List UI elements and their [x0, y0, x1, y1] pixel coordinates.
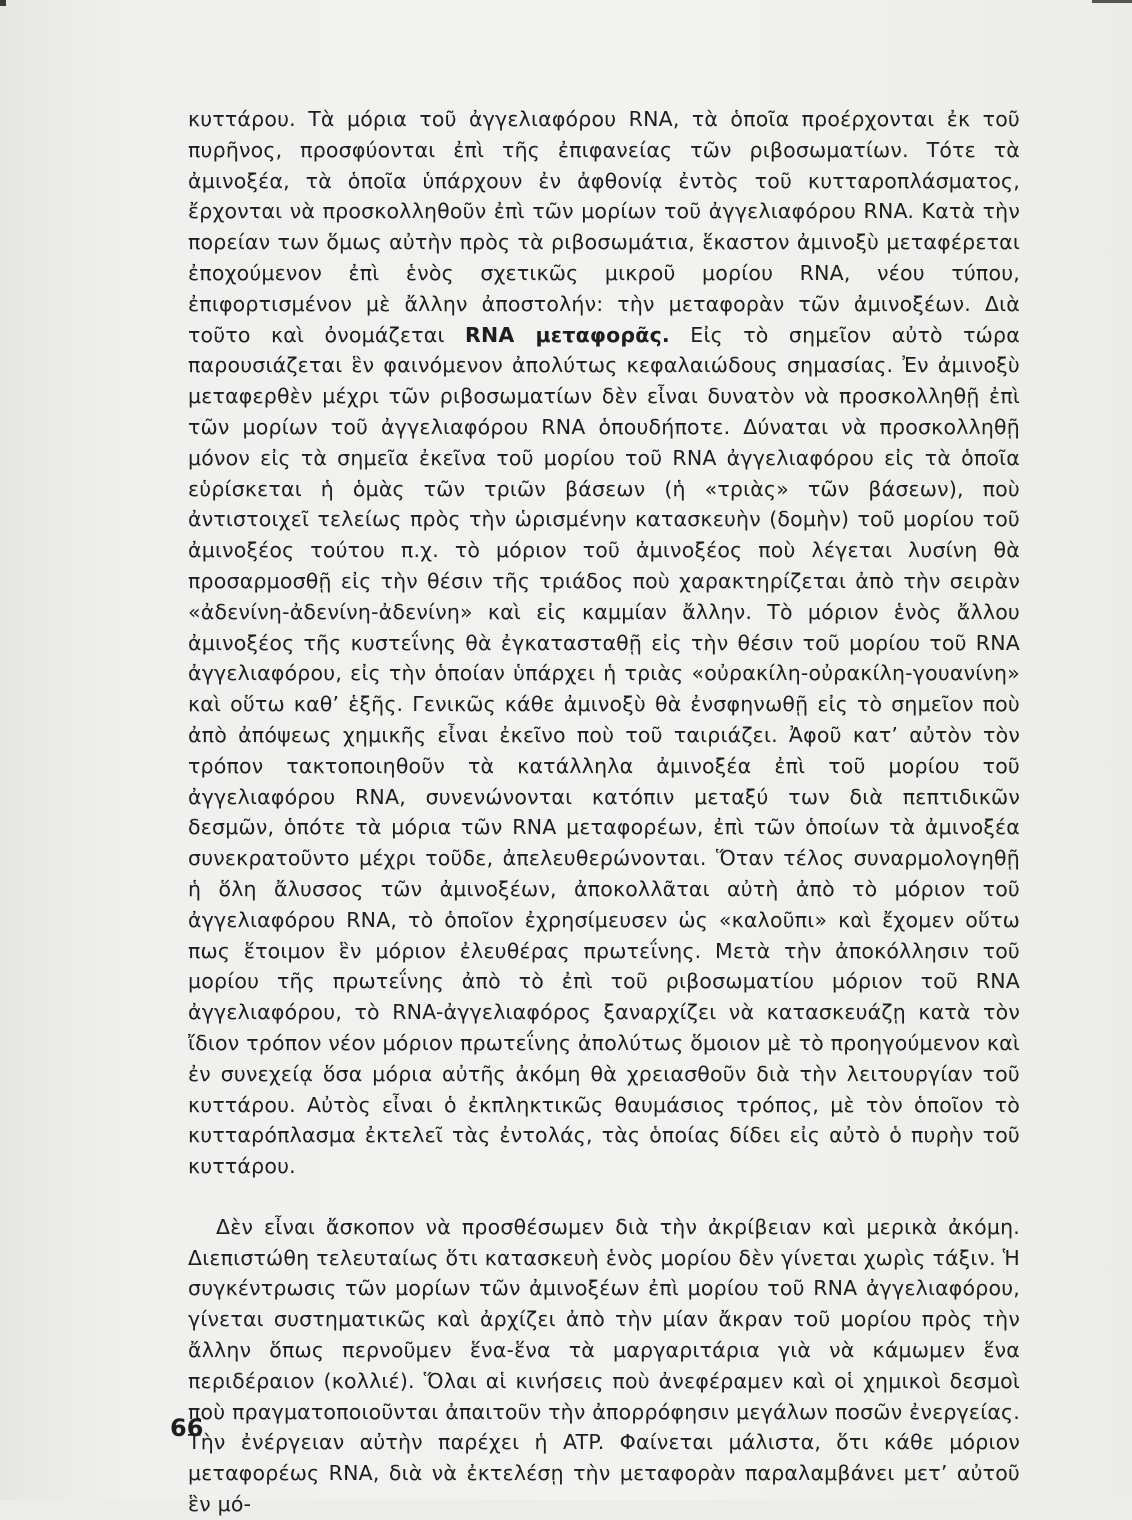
page-number: 66 [170, 1414, 204, 1442]
scan-corner-mark [0, 0, 6, 6]
body-text [188, 104, 1020, 1520]
bold-term-rna-transfer: RNA μεταφορᾶς. [465, 322, 670, 347]
paragraph-1-part-a: κυττάρου. Τὰ μόρια τοῦ ἀγγελιαφόρου RNA, τὰ ὁποῖα προέρχονται ἐκ τοῦ πυρῆνος, προσφύονται ἐπὶ τῆς ἐπιφανείας τῶν ριβοσωματίων. Τότε τὰ ἀμινοξέα, τὰ ὁποῖα ὑπάρχουν ἐν ἀφθονίᾳ ἐντὸς τοῦ κυτταροπλάσματος, ἔρχονται νὰ προσκολληθοῦν ἐπὶ τῶν μορίων τοῦ ἀγγελιαφόρου RNA. Κατὰ τὴν πορείαν των ὅμως αὐτὴν πρὸς τὰ ριβοσωμάτια, ἕκαστον ἀμινοξὺ μεταφέρεται ἐποχούμενον ἐπὶ ἑνὸς σχετικῶς μικροῦ μορίου RNA, νέου τύπου, ἐπιφορτισμένον μὲ ἄλλην ἀποστολήν: τὴν μεταφορὰν τῶν ἀμινοξέων. Διὰ τοῦτο καὶ ὀνομάζεται [188, 107, 1020, 347]
paragraph-1-part-b: Εἰς τὸ σημεῖον αὐτὸ τώρα παρουσιάζεται ἓν φαινόμενον ἀπολύτως κεφαλαιώδους σημασίας. Ἐν ἀμινοξὺ μεταφερθὲν μέχρι τῶν ριβοσωματίων δὲν εἶναι δυνατὸν νὰ προσκολληθῇ ἐπὶ τῶν μορίων τοῦ ἀγγελιαφόρου RNA ὁπουδήποτε. Δύναται νὰ προσκολληθῇ μόνον εἰς τὰ σημεῖα ἐκεῖνα τοῦ μορίου τοῦ RNA ἀγγελιαφόρου εἰς τὰ ὁποῖα εὑρίσκεται ἡ ὁμὰς τῶν τριῶν βάσεων (ἡ «τριὰς» τῶν βάσεων), ποὺ ἀντιστοιχεῖ τελείως πρὸς τὴν ὡρισμένην κατασκευὴν (δομὴν) τοῦ μορίου τοῦ ἀμινοξέος τούτου π.χ. τὸ μόριον τοῦ ἀμινοξέος ποὺ λέγεται λυσίνη θὰ προσαρμοσθῇ εἰς τὴν θέσιν τῆς τριάδος ποὺ χαρακτηρίζεται ἀπὸ τὴν σειρὰν «ἀδενίνη-ἀδενίνη-ἀδενίνη» καὶ εἰς καμμίαν ἄλλην. Τὸ μόριον ἑνὸς ἄλλου ἀμινοξέος τῆς κυστεΐνης θὰ ἐγκατασταθῇ εἰς τὴν θέσιν τοῦ μορίου τοῦ RNA ἀγγελιαφόρου, εἰς τὴν ὁποίαν ὑπάρχει ἡ τριὰς «οὐρακίλη-οὐρακίλη-γουανίνη» καὶ οὕτω καθ’ ἑξῆς. Γενικῶς κάθε ἀμινοξὺ θὰ ἐνσφηνωθῇ εἰς τὸ σημεῖον ποὺ ἀπὸ ἀπόψεως χημικῆς εἶναι ἐκεῖνο ποὺ τοῦ ταιριάζει. Ἀφοῦ κατ’ αὐτὸν τὸν τρόπον τακτοποιηθοῦν τὰ κατάλληλα ἀμινοξέα ἐπὶ τοῦ μορίου τοῦ ἀγγελιαφόρου RNA, συνενώνονται κατόπιν μεταξύ των διὰ πεπτιδικῶν δεσμῶν, ὁπότε τὰ μόρια τῶν RNA μεταφορέων, ἐπὶ τῶν ὁποίων τὰ ἀμινοξέα συνεκρατοῦντο μέχρι τοῦδε, ἀπελευθερώνονται. Ὅταν τέλος συναρμολογηθῇ ἡ ὅλη ἄλυσσος τῶν ἀμινοξέων, ἀποκολλᾶται αὐτὴ ἀπὸ τὸ μόριον τοῦ ἀγγελιαφόρου RNA, τὸ ὁποῖον ἐχρησίμευσεν ὡς «καλοῦπι» καὶ ἔχομεν οὕτω πως ἕτοιμον ἓν μόριον ἐλευθέρας πρωτεΐνης. Μετὰ τὴν ἀποκόλλησιν τοῦ μορίου τῆς πρωτεΐνης ἀπὸ τὸ ἐπὶ τοῦ ριβοσωματίου μόριον τοῦ RNA ἀγγελιαφόρου, τὸ RNA-ἀγγελιαφόρος ξαναρχίζει νὰ κατασκευάζῃ κατὰ τὸν ἴδιον τρόπον νέον μόριον πρωτεΐνης ἀπολύτως ὅμοιον μὲ τὸ προηγούμενον καὶ ἐν συνεχείᾳ ὅσα μόρια αὐτῆς ἀκόμη θὰ χρειασθοῦν διὰ τὴν λειτουργίαν τοῦ κυττάρου. Αὐτὸς εἶναι ὁ ἐκπληκτικῶς θαυμάσιος τρόπος, μὲ τὸν ὁποῖον τὸ κυτταρόπλασμα ἐκτελεῖ τὰς ἐντολάς, τὰς ὁποίας δίδει εἰς αὐτὸ ὁ πυρὴν τοῦ κυττάρου. [188, 322, 1020, 1179]
paragraph-1 [188, 104, 1020, 1182]
paragraph-2: Δὲν εἶναι ἄσκοπον νὰ προσθέσωμεν διὰ τὴν ἀκρίβειαν καὶ μερικὰ ἀκόμη. Διεπιστώθη τελευταίως ὅτι κατασκευὴ ἑνὸς μορίου δὲν γίνεται χωρὶς τάξιν. Ἡ συγκέντρωσις τῶν μορίων τῶν ἀμινοξέων ἐπὶ μορίου τοῦ RNA ἀγγελιαφόρου, γίνεται συστηματικῶς καὶ ἀρχίζει ἀπὸ τὴν μίαν ἄκραν τοῦ μορίου πρὸς τὴν ἄλλην ὅπως περνοῦμεν ἕνα-ἕνα τὰ μαργαριτάρια γιὰ νὰ κάμωμεν ἕνα περιδέραιον (κολλιέ). Ὅλαι αἱ κινήσεις ποὺ ἀνεφέραμεν καὶ οἱ χημικοὶ δεσμοὶ ποὺ πραγματοποιοῦνται ἀπαιτοῦν τὴν ἀπορρόφησιν μεγάλων ποσῶν ἐνεργείας. Τὴν ἐνέργειαν αὐτὴν παρέχει ἡ ATP. Φαίνεται μάλιστα, ὅτι κάθε μόριον μεταφορέως RNA, διὰ νὰ ἐκτελέσῃ τὴν μεταφορὰν παραλαμβάνει μετ’ αὐτοῦ ἓν μό- [188, 1214, 1020, 1517]
scan-top-edge [1092, 0, 1132, 3]
